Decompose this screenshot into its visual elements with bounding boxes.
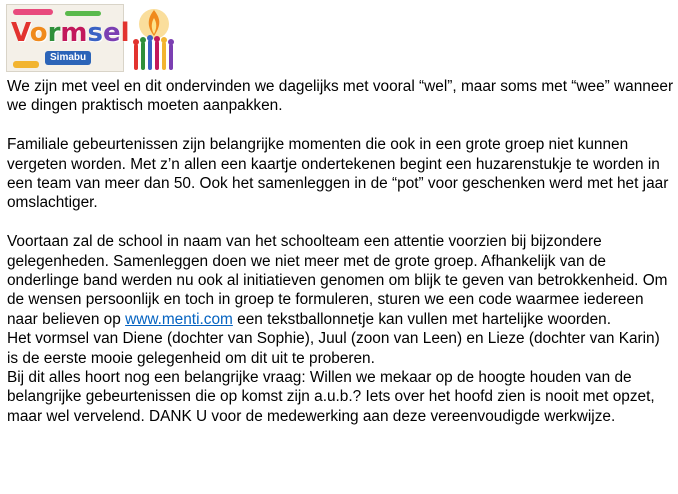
paragraph-family-events: Familiale gebeurtenissen zijn belangrijke momenten die ook in een grote groep niet kunnen vergeten worden. Met z’n allen een kaartje ondertekenen begint een huzarenstukje te worden in een team van meer dan 50. Ook het samenleggen in de “pot” voor geschenken werd met het jaar omslachtiger. xyxy=(7,136,669,212)
vormsel-logo-letter: m xyxy=(60,18,88,48)
vormsel-logo-letter: s xyxy=(87,18,103,48)
paragraph-vormsel: Het vormsel van Diene (dochter van Sophie), Juul (zoon van Leen) en Lieze (dochter van Karin) is de eerste mooie gelegenheid om dit uit te proberen. xyxy=(7,330,660,367)
vormsel-logo-letter: V xyxy=(11,18,30,48)
document-body xyxy=(7,77,675,426)
paragraph-new-approach-end: een tekstballonnetje kan vullen met hartelijke woorden. xyxy=(232,310,612,328)
decorative-ribbon xyxy=(13,9,53,15)
simabu-badge: Simabu xyxy=(45,51,91,65)
vormsel-logo-word xyxy=(11,19,130,47)
paragraph-question: Bij dit alles hoort nog een belangrijke vraag: Willen we mekaar op de hoogte houden van de belangrijke gebeurtenissen die op komst zijn a.u.b.? Iets over het hoofd zien is nooit met opzet, maar wel vervelend. DANK U voor de medewerking aan deze vereenvoudigde werkwijze. xyxy=(7,369,655,425)
paragraph-intro: We zijn met veel en dit ondervinden we dagelijks met vooral “wel”, maar soms met “wee” wanneer we dingen praktisch moeten aanpakken. xyxy=(7,78,674,115)
header-logos xyxy=(6,4,176,72)
paragraph-gap xyxy=(7,213,675,232)
vormsel-logo xyxy=(6,4,130,72)
flame-and-people-icon xyxy=(132,6,176,72)
vormsel-logo-letter: l xyxy=(120,18,130,48)
decorative-ribbon xyxy=(65,11,101,16)
menti-link[interactable]: www.menti.com xyxy=(125,310,233,328)
paragraph-gap xyxy=(7,116,675,135)
vormsel-logo-letter: o xyxy=(29,18,48,48)
vormsel-logo-letter: e xyxy=(102,18,121,48)
vormsel-logo-letter: r xyxy=(47,18,61,48)
decorative-ribbon xyxy=(13,61,39,68)
paragraph-new-approach xyxy=(7,232,675,329)
paragraph-new-approach-text: Voortaan zal de school in naam van het schoolteam een attentie voorzien bij bijzondere gelegenheden. Samenleggen doen we niet meer met de grote groep. Afhankelijk van de onderlinge band werden nu ook al initiatieven genomen om blijk te geven van betrokkenheid. Om de wensen persoonlijk en toch in groep te formuleren, sturen we een code waarmee iedereen naar believen op xyxy=(7,233,668,328)
